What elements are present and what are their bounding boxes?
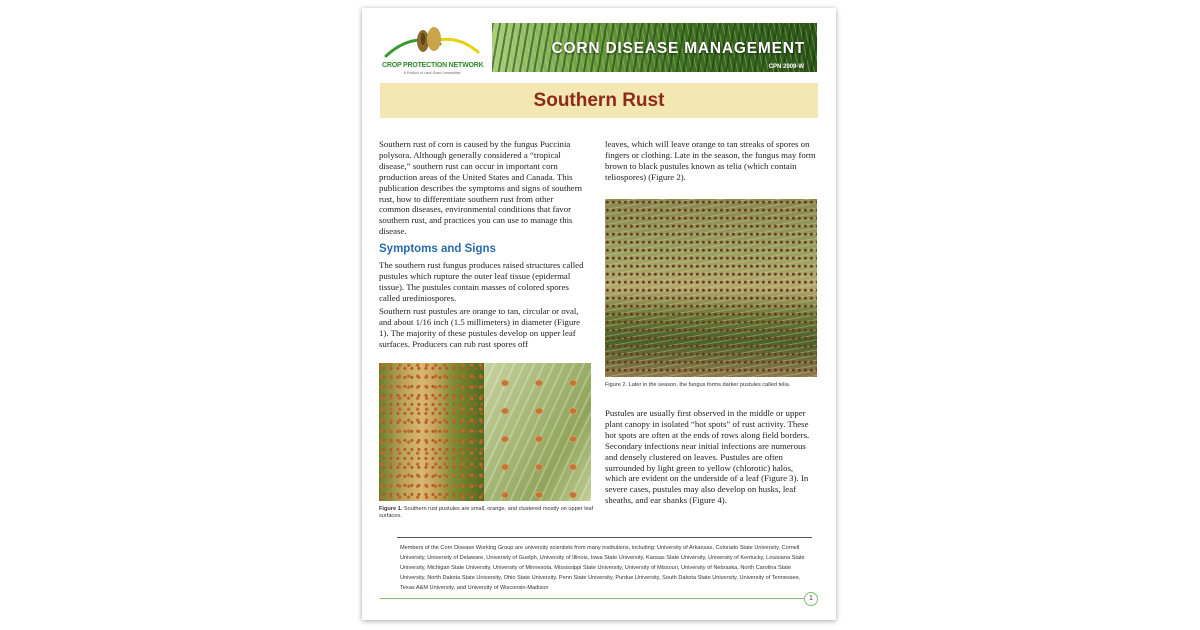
crop-protection-network-logo <box>382 22 482 82</box>
section-heading: Symptoms and Signs <box>379 243 496 255</box>
figure-1-label: Figure 1. <box>379 506 403 512</box>
footer-divider <box>397 537 812 538</box>
document-page <box>362 8 836 620</box>
intro-paragraph: Southern rust of corn is caused by the fungus Puccinia polysora. Although generally considered a “tropical disease,” southern rust can occur in important corn production areas of the United States and Canada. This publication describes the symptoms and signs of southern rust, how to differentiate southern rust from other common diseases, environmental conditions that favor southern rust, and practices you can use to manage this disease. <box>379 139 583 237</box>
symptoms-paragraph-2: Southern rust pustules are orange to tan, circular or oval, and about 1/16 inch (1.5 millimeters) in diameter (Figure 1). The majority of these pustules develop on upper leaf surfaces. Producers can rub rust spores off <box>379 306 581 349</box>
header-banner <box>492 23 817 72</box>
right-column-paragraph-2: Pustules are usually first observed in the middle or upper plant canopy in isolated “hot spots” of rust activity. These hot spots are often at the ends of rows along field borders. Secondary infections near initial infections are numerous and densely clustered on leaves. Pustules are often surrounded by light green to yellow (chlorotic) halos, which are evident on the underside of a leaf (Figure 3). In severe cases, pustules may also develop on husks, leaf sheaths, and ear shanks (Figure 4). <box>605 408 810 506</box>
right-column-paragraph-1: leaves, which will leave orange to tan streaks of spores on fingers or clothing. Late in the season, the fungus may form brown to black pustules known as telia (which contain teliospores) (Figure 2). <box>605 139 816 182</box>
figure-2-caption: Figure 2. Later in the season, the fungus forms darker pustules called telia. <box>605 382 791 388</box>
logo-wordmark: CROP PROTECTION NETWORK <box>382 62 484 69</box>
figure-1-right-photo <box>484 363 591 501</box>
figure-1-caption <box>379 506 594 520</box>
footer-members-note: Members of the Corn Disease Working Group are university scientists from many institutions, including: University of Arkansas, Colorado State University, Cornell University, University of Delaware, University of Guelph, University of Illinois, Iowa State University, Kansas State University, University of Kentucky, Louisiana State University, Michigan State University, University of Minnesota, Mississippi State University, University of Missouri, University of Nebraska, North Carolina State University, North Dakota State University, Ohio State University, Penn State University, Purdue University, South Dakota State University, University of Tennessee, Texas A&M University, and University of Wisconsin-Madison <box>400 545 805 591</box>
figure-1-left-photo <box>379 363 484 501</box>
footer-green-line <box>380 598 804 599</box>
logo-tagline: A Product of Land-Grant Universities <box>403 71 461 75</box>
page-number: 1 <box>804 592 818 606</box>
page-title: Southern Rust <box>533 90 665 111</box>
figure-1-caption-text: Southern rust pustules are small, orange, and clustered mostly on upper leaf surfaces. <box>379 506 594 520</box>
publication-code: CPN 2009-W <box>768 64 804 70</box>
leaf-logo-icon <box>382 22 482 62</box>
symptoms-paragraph-1: The southern rust fungus produces raised structures called pustules which rupture the outer leaf tissue (epidermal tissue). The pustules contain masses of colored spores called urediniospores. <box>379 260 584 303</box>
title-bar <box>380 83 818 118</box>
banner-title: CORN DISEASE MANAGEMENT <box>551 40 805 57</box>
figure-2-photo <box>605 199 817 377</box>
